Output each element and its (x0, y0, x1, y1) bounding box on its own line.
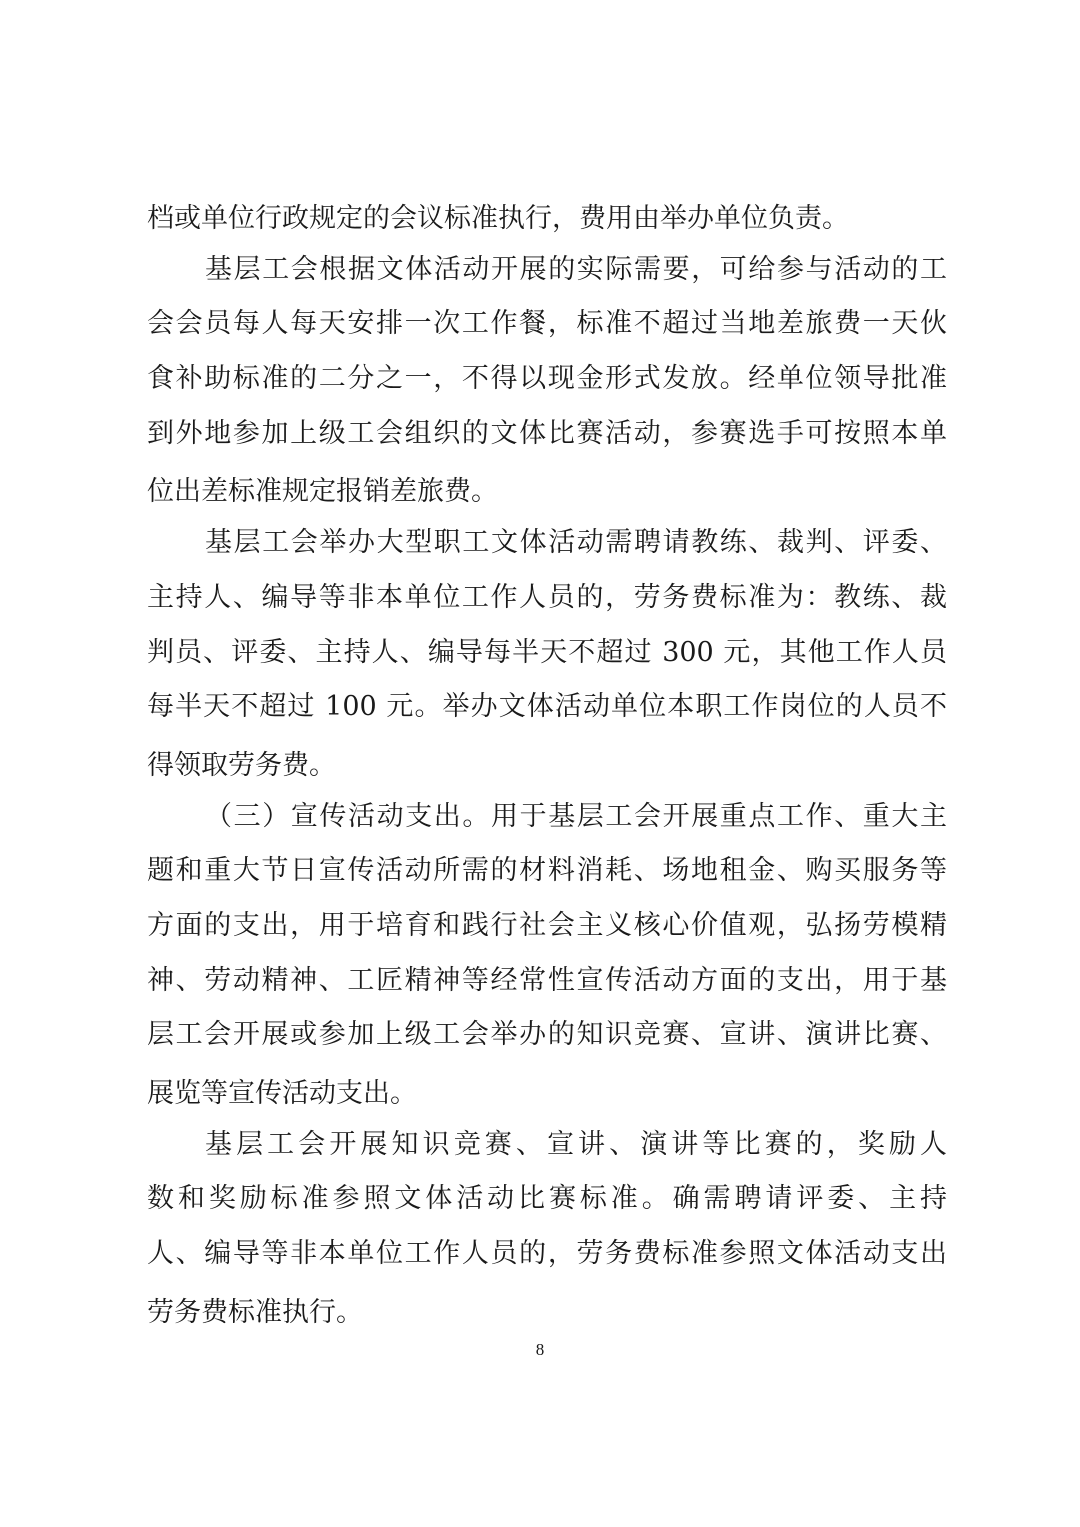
text-line: 到外地参加上级工会组织的文体比赛活动，参赛选手可按照本单 (147, 417, 947, 449)
text-line: 主持人、编导等非本单位工作人员的，劳务费标准为：教练、裁 (147, 581, 947, 613)
text-line: 方面的支出，用于培育和践行社会主义核心价值观，弘扬劳模精 (147, 909, 947, 941)
text-line: 会会员每人每天安排一次工作餐，标准不超过当地差旅费一天伙 (147, 308, 947, 340)
text-line: （三）宣传活动支出。用于基层工会开展重点工作、重大主 (205, 800, 947, 832)
body-text (147, 188, 947, 1336)
text-line: 判员、评委、主持人、编导每半天不超过 300 元，其他工作人员 (147, 636, 947, 668)
text-line: 档或单位行政规定的会议标准执行，费用由举办单位负责。 (147, 202, 849, 234)
text-line: 食补助标准的二分之一，不得以现金形式发放。经单位领导批准 (147, 363, 947, 395)
text-line: 每半天不超过 100 元。举办文体活动单位本职工作岗位的人员不 (147, 691, 947, 723)
text-line: 层工会开展或参加上级工会举办的知识竞赛、宣讲、演讲比赛、 (147, 1019, 947, 1051)
text-line: 位出差标准规定报销差旅费。 (147, 476, 498, 508)
text-line: 基层工会根据文体活动开展的实际需要，可给参与活动的工 (205, 253, 947, 285)
text-line: 题和重大节日宣传活动所需的材料消耗、场地租金、购买服务等 (147, 855, 947, 887)
text-line: 人、编导等非本单位工作人员的，劳务费标准参照文体活动支出 (147, 1238, 947, 1270)
text-line: 劳务费标准执行。 (147, 1296, 363, 1328)
text-line: 数和奖励标准参照文体活动比赛标准。确需聘请评委、主持 (147, 1183, 947, 1215)
text-line: 基层工会开展知识竞赛、宣讲、演讲等比赛的，奖励人 (205, 1128, 947, 1160)
text-line: 得领取劳务费。 (147, 749, 336, 781)
text-line: 展览等宣传活动支出。 (147, 1077, 417, 1109)
page-number: 8 (535, 1340, 545, 1359)
text-line: 基层工会举办大型职工文体活动需聘请教练、裁判、评委、 (205, 527, 947, 559)
text-line: 神、劳动精神、工匠精神等经常性宣传活动方面的支出，用于基 (147, 964, 947, 996)
